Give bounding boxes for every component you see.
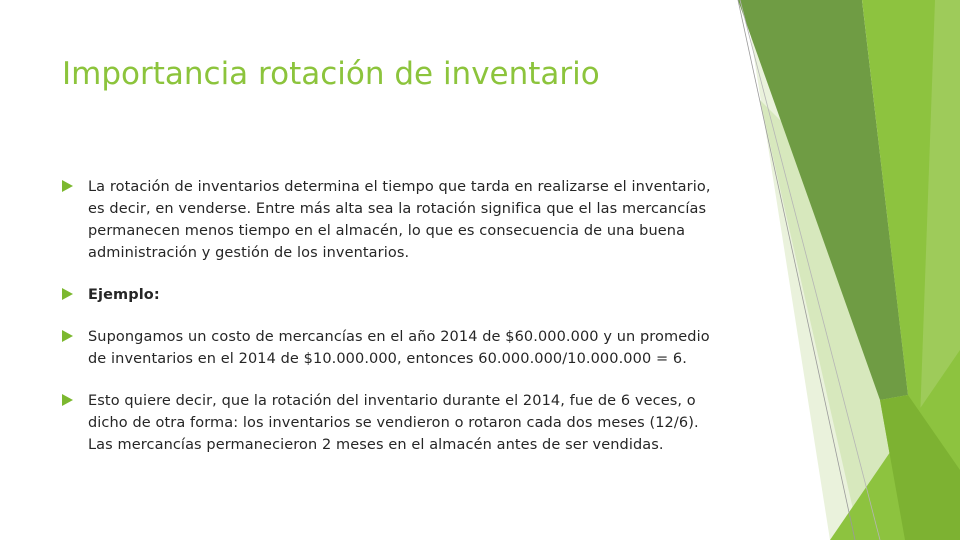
bullet-item: [62, 390, 722, 456]
bullet-list: [62, 176, 722, 476]
slide-title: Importancia rotación de inventario: [62, 56, 600, 92]
triangle-arrow-right-icon: [62, 330, 73, 342]
bullet-text: La rotación de inventarios determina el tiempo que tarda en realizarse el inventario, es decir, en venderse. Entre más alta sea la rotación significa que el las mercancías permanecen menos tiempo en el almacén, lo que es consecuencia de una buena administración y gestión de los inventarios.: [88, 179, 711, 261]
bullet-text: Ejemplo:: [88, 287, 160, 303]
triangle-arrow-right-icon: [62, 288, 73, 300]
bullet-item: [62, 176, 722, 264]
bullet-item: [62, 284, 722, 306]
triangle-arrow-right-icon: [62, 180, 73, 192]
bullet-item: [62, 326, 722, 370]
triangle-arrow-right-icon: [62, 394, 73, 406]
bullet-text: Esto quiere decir, que la rotación del inventario durante el 2014, fue de 6 veces, o dicho de otra forma: los inventarios se vendieron o rotaron cada dos meses (12/6). Las mercancías permanecieron 2 meses en el almacén antes de ser vendidas.: [88, 393, 699, 453]
bullet-text: Supongamos un costo de mercancías en el año 2014 de $60.000.000 y un promedio de inventarios en el 2014 de $10.000.000, entonces 60.000.000/10.000.000 = 6.: [88, 329, 710, 367]
